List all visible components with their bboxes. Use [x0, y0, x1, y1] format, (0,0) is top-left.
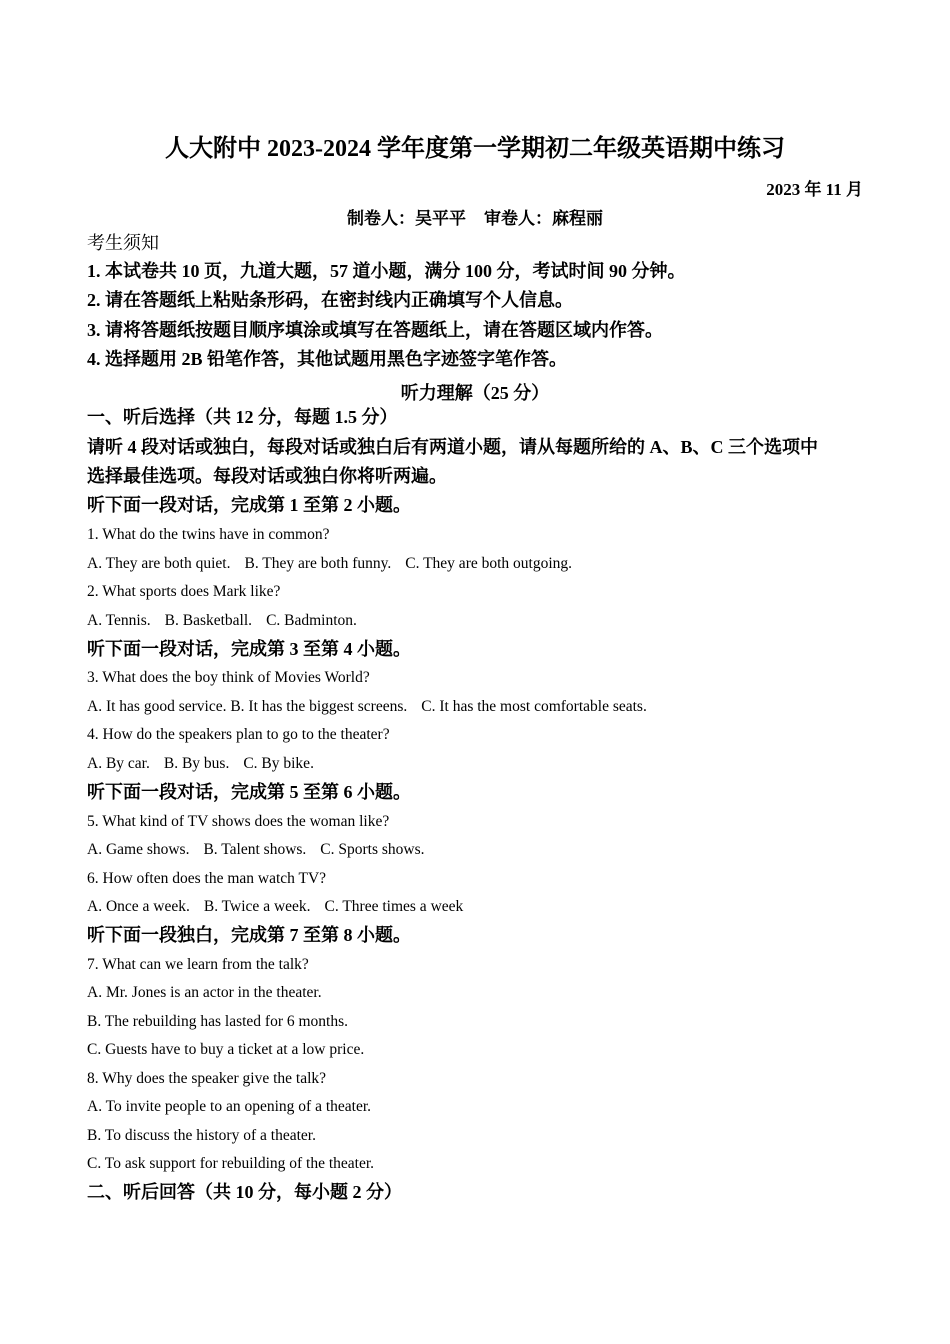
- question: 5. What kind of TV shows does the woman like?: [87, 813, 390, 830]
- section-heading: 听下面一段独白，完成第 7 至第 8 小题。: [87, 925, 411, 945]
- question: 6. How often does the man watch TV?: [87, 870, 327, 887]
- instructions: 请听 4 段对话或独白，每段对话或独白后有两道小题，请从每题所给的 A、B、C 三个选项中: [87, 437, 818, 457]
- page-title: 人大附中 2023-2024 学年度第一学期初二年级英语期中练习: [165, 136, 785, 162]
- question: 2. What sports does Mark like?: [87, 583, 281, 600]
- question: 7. What can we learn from the talk?: [87, 956, 309, 973]
- option: C. To ask support for rebuilding of the theater.: [87, 1155, 375, 1172]
- options: A. They are both quiet. B. They are both funny. C. They are both outgoing.: [87, 555, 573, 572]
- question: 8. Why does the speaker give the talk?: [87, 1070, 327, 1087]
- question: 3. What does the boy think of Movies World?: [87, 669, 370, 686]
- part2-heading: 二、听后回答（共 10 分，每小题 2 分）: [87, 1182, 402, 1202]
- author-line: [0, 204, 950, 229]
- instructions: 选择最佳选项。每段对话或独白你将听两遍。: [87, 466, 447, 486]
- part1-heading: 一、听后选择（共 12 分，每题 1.5 分）: [87, 407, 398, 427]
- option: A. To invite people to an opening of a theater.: [87, 1098, 372, 1115]
- section-heading: 听下面一段对话，完成第 5 至第 6 小题。: [87, 782, 411, 802]
- question: 4. How do the speakers plan to go to the theater?: [87, 726, 390, 743]
- section-heading: 听下面一段对话，完成第 3 至第 4 小题。: [87, 639, 411, 659]
- section-heading: 听下面一段对话，完成第 1 至第 2 小题。: [87, 495, 411, 515]
- option: A. Mr. Jones is an actor in the theater.: [87, 984, 322, 1001]
- notice-item: 1. 本试卷共 10 页，九道大题，57 道小题，满分 100 分，考试时间 90 分钟。: [87, 261, 686, 281]
- option: C. Guests have to buy a ticket at a low price.: [87, 1041, 365, 1058]
- author: 制卷人：吴平平: [347, 209, 466, 228]
- options: A. Tennis. B. Basketball. C. Badminton.: [87, 612, 357, 629]
- notice-item: 4. 选择题用 2B 铅笔作答，其他试题用黑色字迹签字笔作答。: [87, 349, 568, 369]
- question: 1. What do the twins have in common?: [87, 526, 330, 543]
- exam-date: 2023 年 11 月: [766, 180, 863, 199]
- options: A. It has good service. B. It has the biggest screens. C. It has the most comfortable seats.: [87, 698, 647, 715]
- listening-heading: 听力理解（25 分）: [400, 383, 550, 403]
- option: B. The rebuilding has lasted for 6 months.: [87, 1013, 349, 1030]
- notice-item: 3. 请将答题纸按题目顺序填涂或填写在答题纸上，请在答题区域内作答。: [87, 320, 663, 340]
- option: B. To discuss the history of a theater.: [87, 1127, 316, 1144]
- options: A. Game shows. B. Talent shows. C. Sports shows.: [87, 841, 425, 858]
- notice-item: 2. 请在答题纸上粘贴条形码，在密封线内正确填写个人信息。: [87, 290, 573, 310]
- options: A. Once a week. B. Twice a week. C. Three times a week: [87, 898, 464, 915]
- reviewer: 审卷人：麻程丽: [484, 209, 603, 228]
- notice-heading: 考生须知: [87, 233, 159, 253]
- options: A. By car. B. By bus. C. By bike.: [87, 755, 314, 772]
